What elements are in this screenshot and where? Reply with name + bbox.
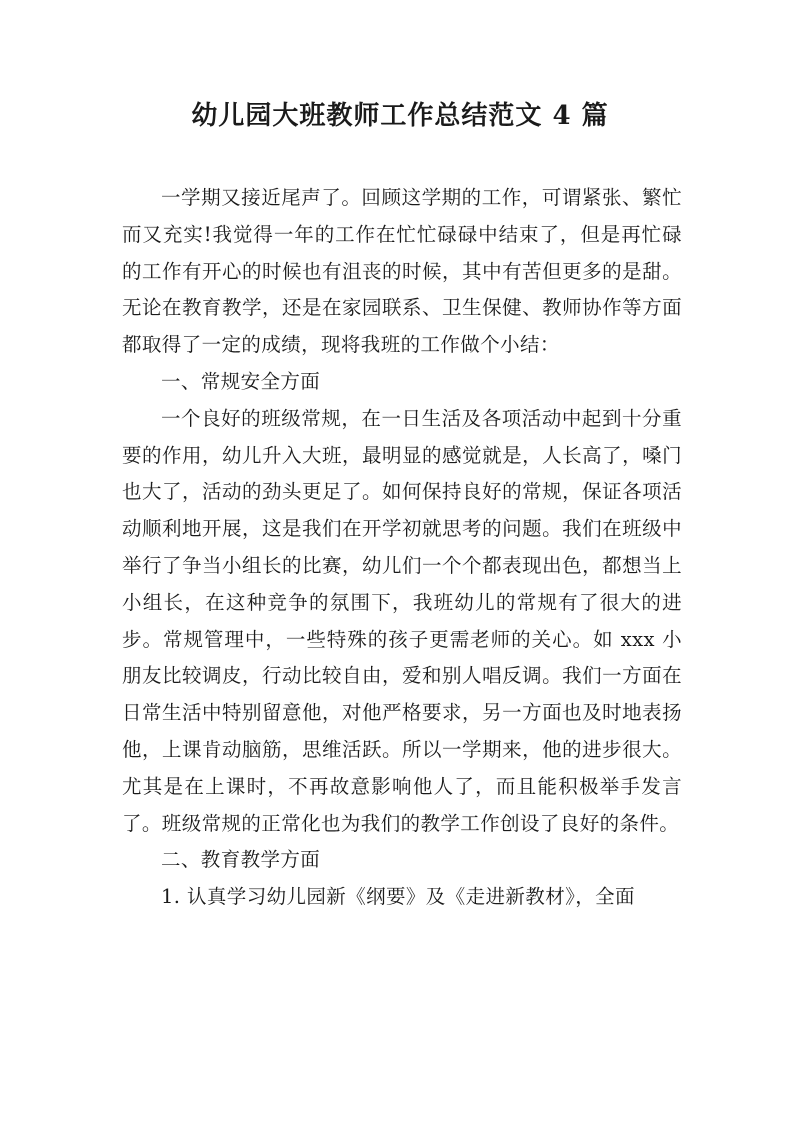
paragraph-education-item-1: 1. 认真学习幼儿园新《纲要》及《走进新教材》，全面: [161, 885, 635, 909]
document-body: [122, 180, 682, 916]
section-heading-education-teaching: 二、教育教学方面: [161, 848, 321, 872]
paragraph-routine-safety: 一个良好的班级常规，在一日生活及各项活动中起到十分重要的作用，幼儿升入大班，最明显的感觉就是，人长高了，嗓门也大了，活动的劲头更足了。如何保持良好的常规，保证各项活动顺利地开展，这是我们在开学初就思考的问题。我们在班级中举行了争当小组长的比赛，幼儿们一个个都表现出色，都想当上小组长，在这种竞争的氛围下，我班幼儿的常规有了很大的进步。常规管理中，一些特殊的孩子更需老师的关心。如 xxx 小朋友比较调皮，行动比较自由，爱和别人唱反调。我们一方面在日常生活中特别留意他，对他严格要求，另一方面也及时地表扬他，上课肯动脑筋，思维活跃。所以一学期来，他的进步很大。尤其是在上课时，不再故意影响他人了，而且能积极举手发言了。班级常规的正常化也为我们的教学工作创设了良好的条件。: [122, 406, 682, 835]
document-title: 幼儿园大班教师工作总结范文 4 篇: [191, 101, 609, 131]
paragraph-intro: 一学期又接近尾声了。回顾这学期的工作，可谓紧张、繁忙而又充实!我觉得一年的工作在忙忙碌碌中结束了，但是再忙碌的工作有开心的时候也有沮丧的时候，其中有苦但更多的是甜。无论在教育教学，还是在家园联系、卫生保健、教师协作等方面都取得了一定的成绩，现将我班的工作做个小结：: [122, 186, 682, 357]
section-heading-routine-safety: 一、常规安全方面: [161, 369, 321, 393]
